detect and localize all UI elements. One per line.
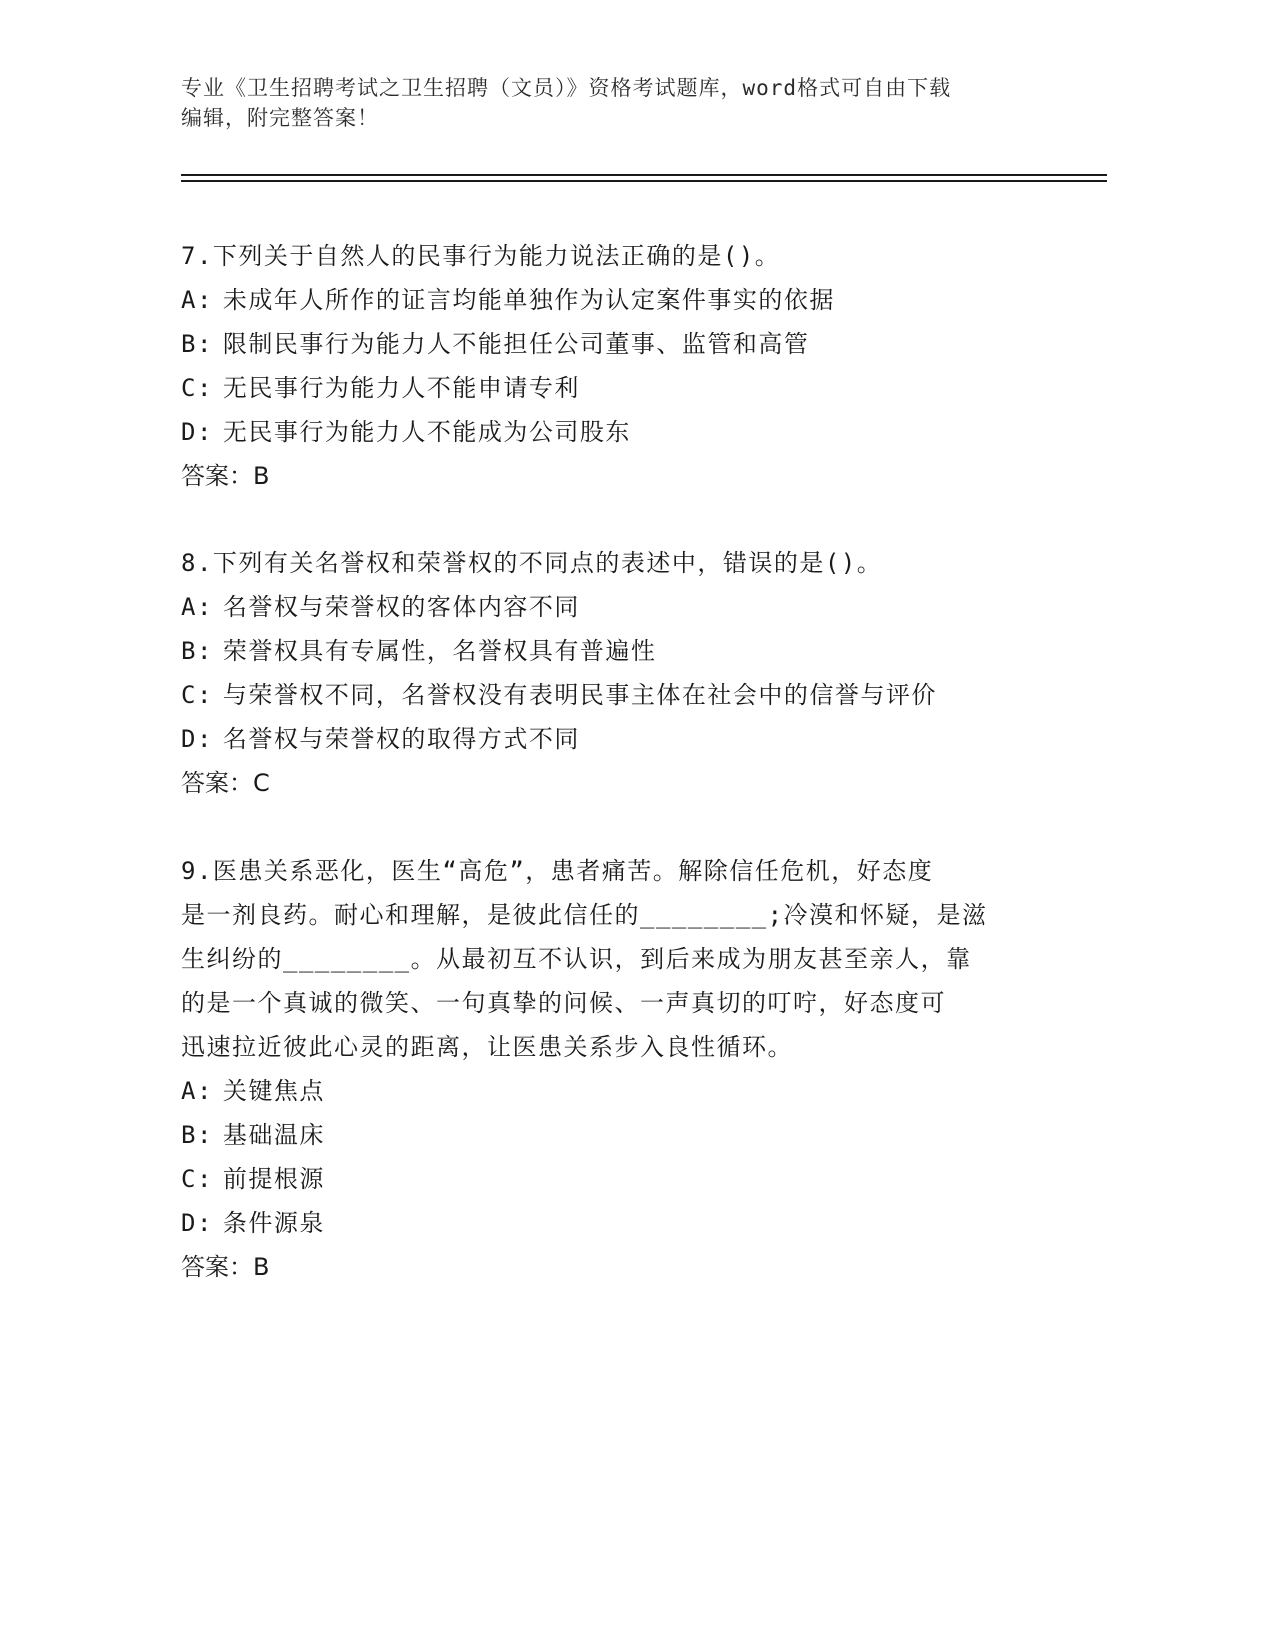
question-stem	[181, 849, 1081, 1069]
question-stem	[181, 234, 1081, 278]
option-key: A:	[181, 286, 213, 314]
option-text: 名誉权与荣誉权的客体内容不同	[222, 593, 580, 621]
option-a	[181, 1069, 1081, 1113]
option-text: 基础温床	[222, 1121, 325, 1149]
option-text: 无民事行为能力人不能申请专利	[222, 374, 580, 402]
option-text: 条件源泉	[222, 1209, 325, 1237]
stem-line: 7.下列关于自然人的民事行为能力说法正确的是()。	[181, 242, 781, 270]
option-key: C:	[181, 681, 213, 709]
stem-line: 9.医患关系恶化，医生“高危”，患者痛苦。解除信任危机，好态度	[181, 857, 934, 885]
option-a	[181, 585, 1081, 629]
option-key: B:	[181, 637, 213, 665]
option-text: 无民事行为能力人不能成为公司股东	[222, 418, 631, 446]
header-divider-bottom	[181, 180, 1107, 182]
answer: 答案：B	[181, 1253, 270, 1281]
document-header	[181, 73, 1061, 133]
option-key: D:	[181, 1209, 213, 1237]
option-c	[181, 673, 1081, 717]
question-7	[181, 234, 1081, 498]
answer: 答案：C	[181, 769, 270, 797]
option-text: 未成年人所作的证言均能单独作为认定案件事实的依据	[222, 286, 835, 314]
option-b	[181, 1113, 1081, 1157]
option-b	[181, 629, 1081, 673]
option-key: A:	[181, 593, 213, 621]
stem-line: 的是一个真诚的微笑、一句真挚的问候、一声真切的叮咛，好态度可	[181, 989, 946, 1017]
option-key: A:	[181, 1077, 213, 1105]
question-9	[181, 849, 1081, 1289]
answer: 答案：B	[181, 462, 270, 490]
option-text: 限制民事行为能力人不能担任公司董事、监管和高管	[222, 330, 810, 358]
option-key: C:	[181, 1165, 213, 1193]
option-key: D:	[181, 725, 213, 753]
option-c	[181, 366, 1081, 410]
option-key: B:	[181, 1121, 213, 1149]
option-text: 与荣誉权不同，名誉权没有表明民事主体在社会中的信誉与评价	[222, 681, 937, 709]
option-key: B:	[181, 330, 213, 358]
option-d	[181, 410, 1081, 454]
option-text: 关键焦点	[222, 1077, 325, 1105]
option-a	[181, 278, 1081, 322]
header-line-1: 专业《卫生招聘考试之卫生招聘（文员）》资格考试题库，word格式可自由下载	[181, 76, 952, 100]
question-8	[181, 541, 1081, 805]
header-line-2: 编辑，附完整答案！	[181, 106, 379, 130]
option-key: D:	[181, 418, 213, 446]
stem-line: 迅速拉近彼此心灵的距离，让医患关系步入良性循环。	[181, 1033, 793, 1061]
option-c	[181, 1157, 1081, 1201]
stem-line: 生纠纷的________。从最初互不认识，到后来成为朋友甚至亲人，靠	[181, 945, 972, 973]
option-key: C:	[181, 374, 213, 402]
option-text: 荣誉权具有专属性，名誉权具有普遍性	[222, 637, 657, 665]
option-d	[181, 1201, 1081, 1245]
stem-line: 是一剂良药。耐心和理解，是彼此信任的________;冷漠和怀疑，是滋	[181, 901, 988, 929]
option-text: 名誉权与荣誉权的取得方式不同	[222, 725, 580, 753]
header-divider-top	[181, 174, 1107, 176]
stem-line: 8.下列有关名誉权和荣誉权的不同点的表述中，错误的是()。	[181, 549, 883, 577]
option-text: 前提根源	[222, 1165, 325, 1193]
option-d	[181, 717, 1081, 761]
option-b	[181, 322, 1081, 366]
question-stem	[181, 541, 1081, 585]
